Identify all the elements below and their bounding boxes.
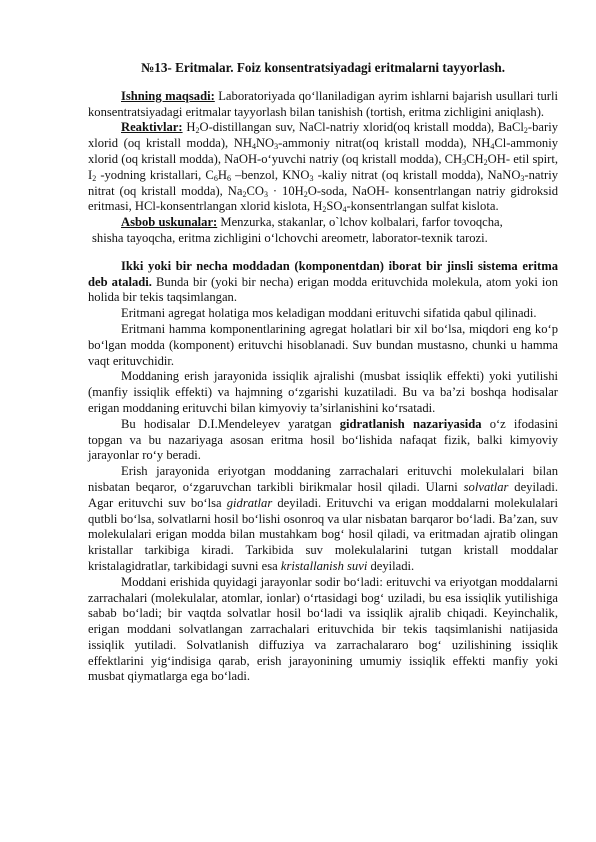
- purpose-text: Laboratoriyada qo‘llaniladigan ayrim ishlarni bajarish usullari turli konsentratsiyadagi eritmalar tayyorlash bilan tanishish (tortish, eritma zichligini aniqlash).: [88, 88, 558, 119]
- equipment-text-2: shisha tayoqcha, eritma zichligini o‘lchovchi areometr, laborator-texnik tarozi.: [92, 230, 488, 245]
- reagents-text-part: O-distillangan suv, NaCl-natriy xlorid(oq kristall modda), BaCl: [199, 120, 524, 135]
- subscript: 3: [274, 142, 279, 152]
- subscript: 6: [213, 173, 218, 183]
- subscript: 2: [523, 126, 528, 136]
- equipment-text: Menzurka, stakanlar, o`lchov kolbalari, farfor tovoqcha,: [217, 215, 503, 230]
- reagents-text-part: -konsentrlangan sulfat kislota.: [346, 199, 499, 214]
- hydration-text-b: o‘z ifodasini topgan va bu nazariyaga asosan eritma hosil bo‘lishida nafaqat fizik, balki kimyoviy jarayonlar ro‘y beradi.: [88, 416, 559, 463]
- subscript: 2: [303, 189, 308, 199]
- hydration-text-a: Bu hodisalar D.I.Mendeleyev yaratgan: [121, 416, 340, 431]
- paragraph-heat-effect: Moddaning erish jarayonida issiqlik ajralishi (musbat issiqlik effekti) yoki yutilishi (manfiy issiqlik effekti) va hajmning o‘zgarishi kuzatiladi. Bu va ba’zi boshqa hodisalar erigan moddaning erituvchi bilan kimyoviy ta’sirlanishini ko‘rsatadi.: [88, 369, 558, 415]
- subscript: 2: [92, 173, 97, 183]
- definition-paragraph: [88, 259, 558, 306]
- reagents-text-part: H: [217, 167, 227, 182]
- purpose-paragraph: [88, 89, 558, 121]
- subscript: 3: [263, 189, 268, 199]
- reagents-text-part: -natriy nitrat (oq kristall modda), Na: [88, 167, 558, 198]
- reagents-text-part: SO: [326, 199, 343, 214]
- reagents-text-part: CO: [246, 183, 264, 198]
- subscript: 3: [309, 173, 314, 183]
- paragraph-solvent-amount: Eritmani hamma komponentlarining agregat holatlari bir xil bo‘lsa, miqdori eng ko‘p bo‘lgan modda (komponent) erituvchi hisoblanadi. Suv bundan mustasno, chunki u hamma vaqt erituvchidir.: [88, 321, 558, 368]
- reagents-text-part: –benzol, KNO: [230, 167, 310, 182]
- subscript: 3: [462, 157, 467, 167]
- reagents-text-part: CH: [466, 151, 484, 166]
- paragraph-solvent-agregat: Eritmani agregat holatiga mos keladigan moddani erituvchi sifatida qabul qilinadi.: [121, 306, 537, 321]
- reagents-text-part: · 10H: [267, 183, 304, 198]
- equipment-paragraph: [88, 215, 558, 231]
- paragraph-hydration-theory: [88, 417, 558, 464]
- hydration-theory-term: gidratlanish nazariyasida: [339, 416, 482, 431]
- subscript: 2: [322, 205, 327, 215]
- reagents-text-part: -kaliy nitrat (oq kristall modda), NaNO: [313, 167, 521, 182]
- solvates-text-a: Erish jarayonida eriyotgan moddaning zarrachalari erituvchi molekulalari bilan nisbatan beqaror, o‘zgaruvchan tarkibli birikmalar hosil qiladi. Ularni: [88, 464, 558, 494]
- subscript: 2: [242, 189, 247, 199]
- document-title: №13- Eritmalar. Foiz konsentratsiyadagi eritmalarni tayyorlash.: [140, 60, 506, 75]
- solvates-text-b: deyiladi. Agar erituvchi suv bo‘lsa: [88, 479, 558, 510]
- subscript: 4: [490, 142, 495, 152]
- reagents-text-part: O-soda, NaOH- konsentrlangan natriy gidroksid eritmasi, HCl-konsentrlangan xlorid kislota, H: [88, 183, 558, 214]
- definition-text: Bunda bir (yoki bir necha) erigan modda erituvchida molekula, atom yoki ion holida bir tekis taqsimlangan.: [88, 274, 558, 305]
- document-page: [88, 60, 558, 685]
- reagents-paragraph: [88, 120, 558, 215]
- subscript: 6: [226, 173, 231, 183]
- equipment-paragraph-continued: [88, 231, 558, 247]
- reagents-text-part: -ammoniy nitrat(oq kristall modda), NH: [278, 136, 491, 151]
- reagents-text-part: Cl-ammoniy xlorid (oq kristall modda), NaOH-o‘yuvchi natriy (oq kristall modda), CH: [88, 136, 559, 166]
- subscript: 2: [483, 157, 488, 167]
- paragraph-solvates: [88, 464, 558, 575]
- reagents-text-part: -yodning kristallari, C: [96, 167, 214, 182]
- definition-bold: Ikki yoki bir necha moddadan (komponentdan) iborat bir jinsli sistema eritma deb ataladi.: [88, 258, 558, 289]
- solvates-term: solvatlar: [463, 479, 509, 494]
- subscript: 2: [195, 126, 200, 136]
- reagents-label: Reaktivlar:: [121, 120, 183, 135]
- solvates-text-c: deyiladi. Erituvchi va erigan moddalarni molekulalari qutbli bo‘lsa, solvatlarni hosil bo‘lishi osonroq va ular nisbatan barqaror bo‘ladi. Ba’zan, suv molekulalari erigan modda bilan mustahkam bog‘ hosil qiladi, va eritmadan ajratib olingan kristallar tarkibiga kiradi. Tarkibida suv molekulalarini tutgan kristall moddalar kristalagidratlar, tarkibidagi suvni esa: [88, 495, 558, 573]
- purpose-label: Ishning maqsadi:: [121, 88, 215, 103]
- solvates-text-d: deyiladi.: [367, 558, 415, 573]
- reagents-text-part: -bariy xlorid (oq kristall modda), NH: [88, 120, 558, 151]
- reagents-text-part: OH- etil spirt, I: [88, 151, 558, 182]
- subscript: 3: [520, 173, 525, 183]
- reagents-text-part: NO: [255, 136, 275, 151]
- reagents-text-part: H: [182, 120, 196, 135]
- crystallization-water-term: kristallanish suvi: [280, 558, 368, 573]
- hydrates-term: gidratlar: [226, 495, 273, 510]
- subscript: 4: [251, 142, 256, 152]
- subscript: 4: [342, 205, 347, 215]
- section-gap: [88, 247, 558, 259]
- paragraph-dissolution-processes: Moddani erishida quyidagi jarayonlar sodir bo‘ladi: erituvchi va eriyotgan moddalarni zarrachalari (molekulalar, atomlar, ionlar) o‘rtasidagi bog‘ uziladi, bu esa issiqlik yutilishiga sabab bo‘ladi; bir vaqtda solvatlar hosil bo‘ladi va issiqlik ajralib chiqadi. Keyinchalik, erigan moddani solvatlangan zarrachalari erituvchida bir tekis taqsimlanishi natijasida issiqlik yutiladi. Solvatlanish diffuziya va zarrachalararo bog‘ uzilishining issiqlik effektlarini yig‘indisiga qarab, erish jarayonining umumiy issiqlik effekti manfiy yoki musbat qiymatlarga ega bo‘ladi.: [88, 574, 558, 684]
- equipment-label: Asbob uskunalar:: [121, 215, 218, 230]
